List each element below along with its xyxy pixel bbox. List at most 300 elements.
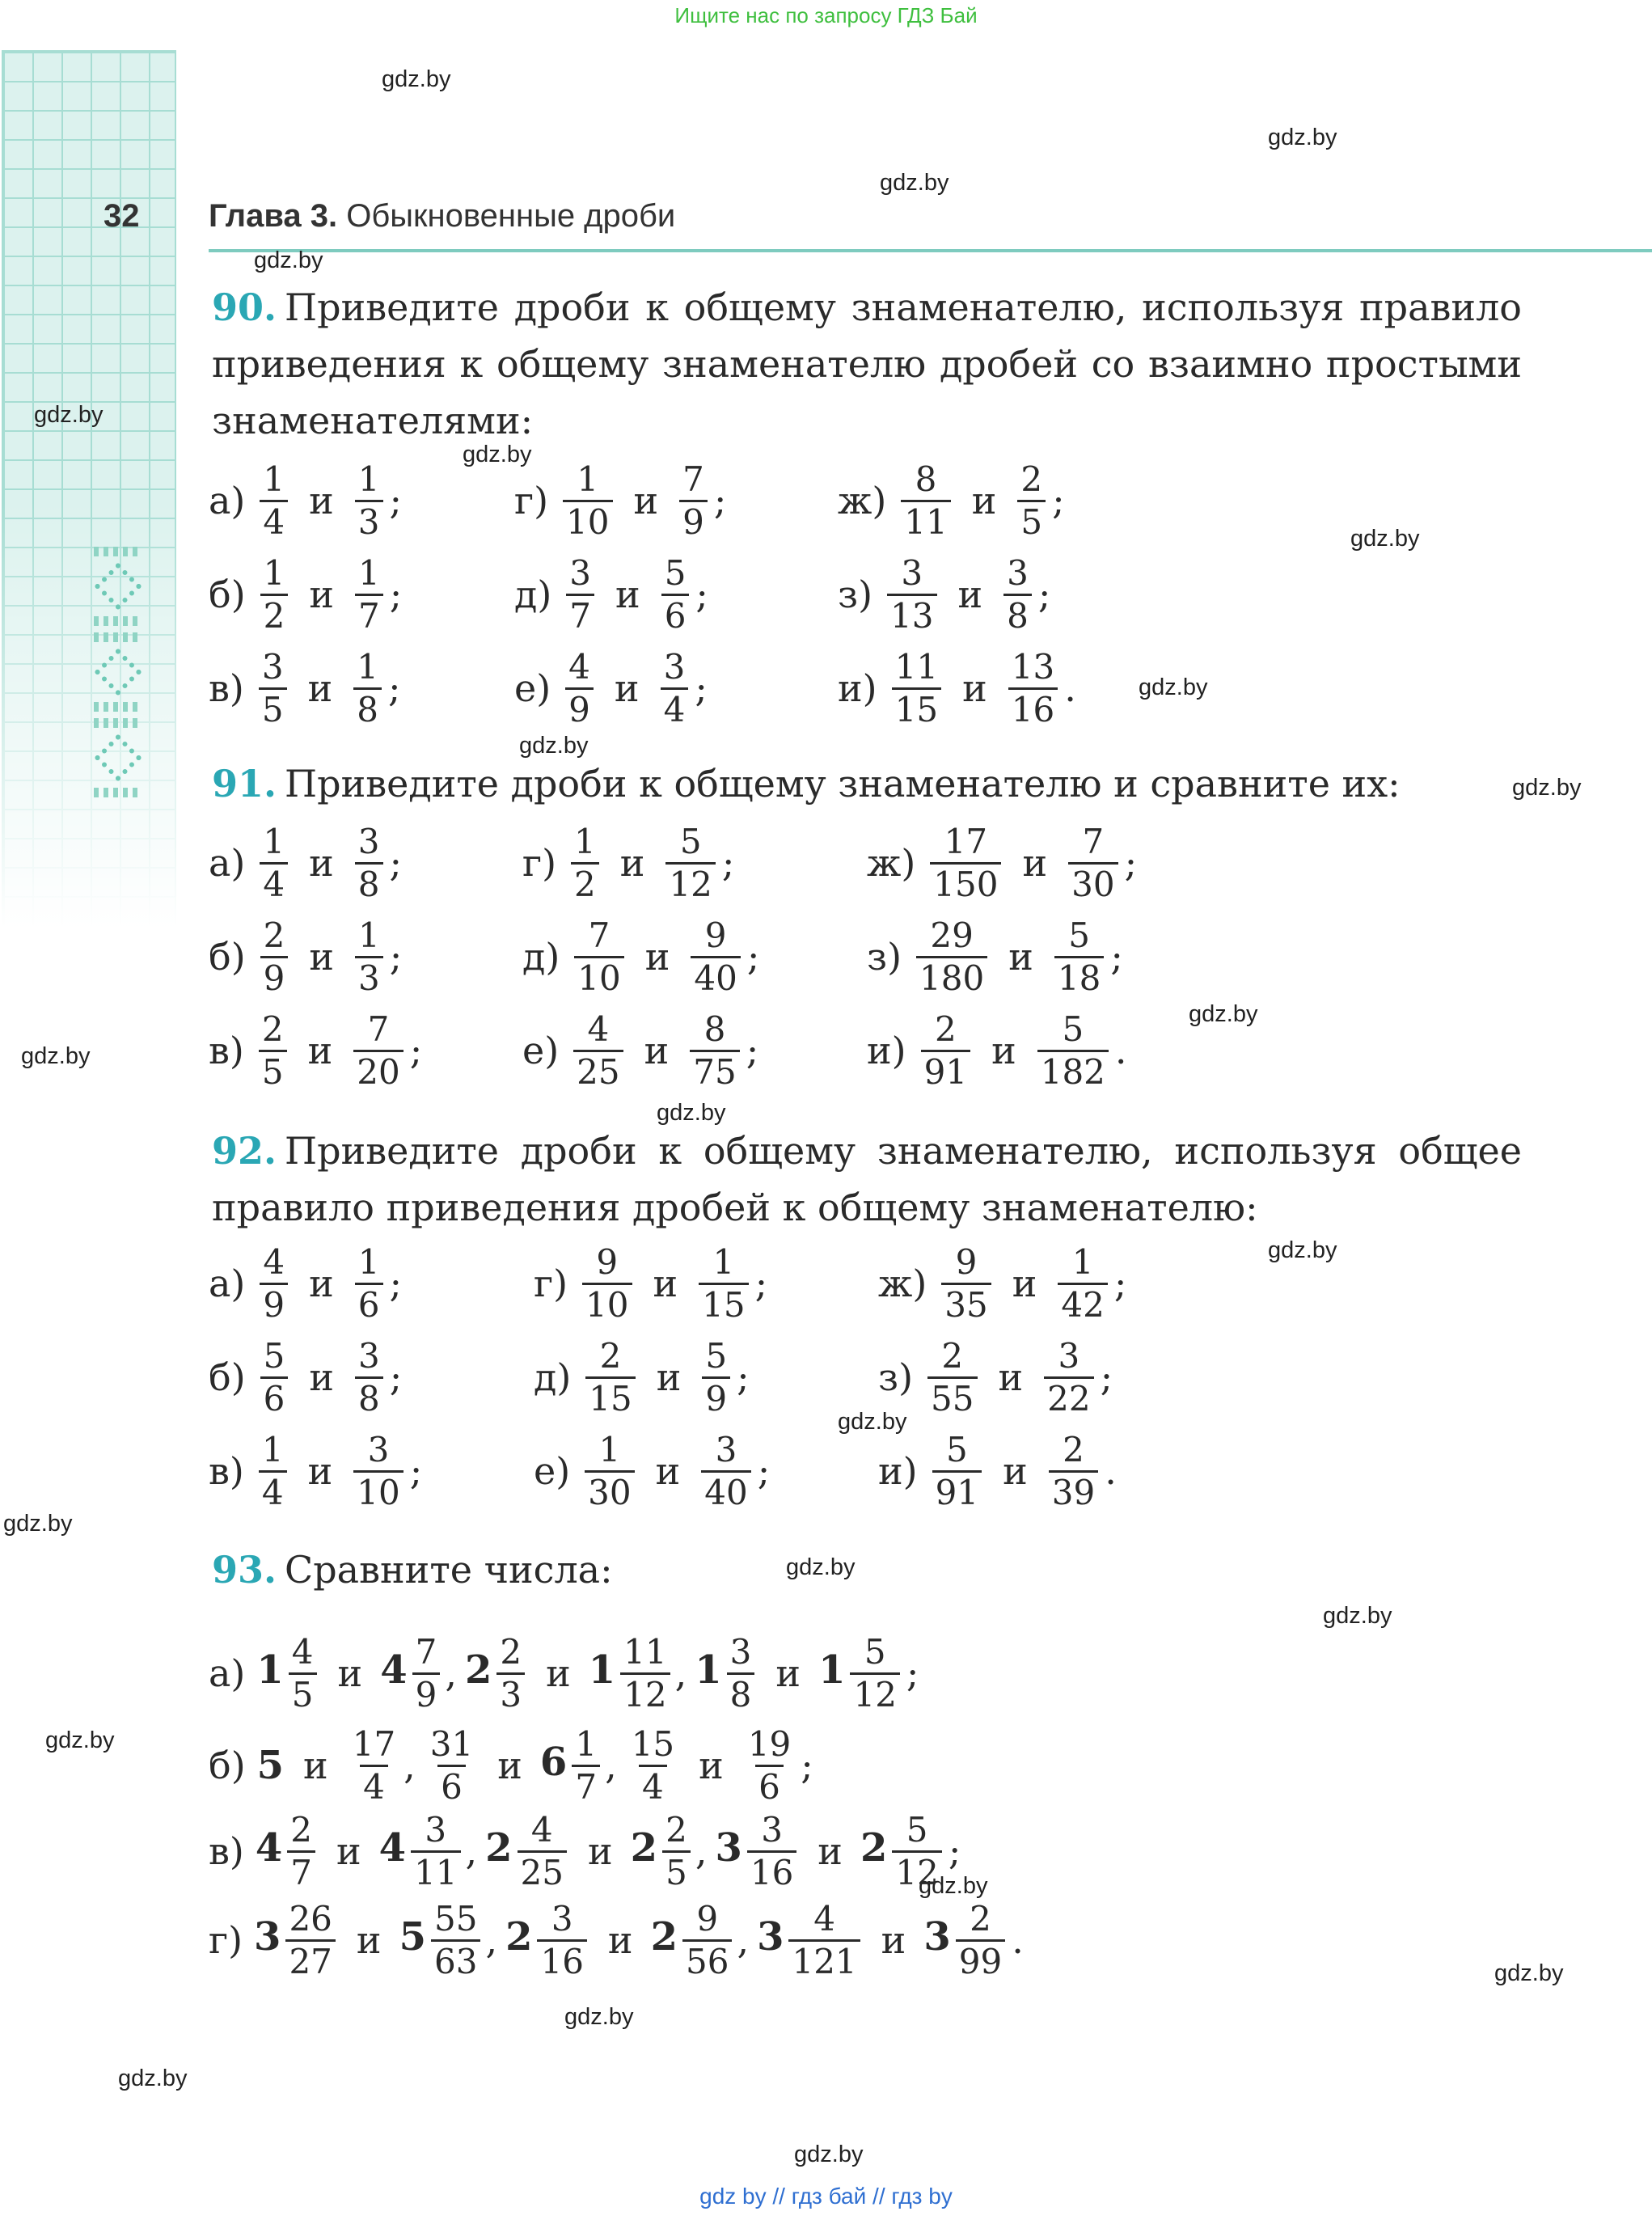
fraction	[932, 1430, 982, 1513]
denominator: 180	[916, 956, 987, 999]
numerator: 3	[358, 1335, 380, 1376]
denominator: 40	[701, 1470, 750, 1513]
denominator: 39	[1049, 1470, 1098, 1513]
whole-part: 5	[256, 1743, 285, 1788]
numerator: 17	[944, 821, 988, 861]
fraction	[1049, 1430, 1098, 1513]
fraction	[412, 1632, 441, 1715]
fraction	[887, 553, 936, 636]
punctuation: ;	[1037, 573, 1051, 616]
item-label: д)	[514, 573, 552, 616]
conjunction: и	[957, 573, 983, 616]
task-number: 90.	[212, 285, 277, 329]
numerator: 5	[906, 1809, 928, 1850]
number	[625, 1724, 681, 1808]
fraction	[582, 1242, 632, 1326]
denominator: 10	[353, 1470, 403, 1513]
punctuation: .	[1105, 1449, 1117, 1493]
chapter-title	[209, 198, 675, 235]
denominator: 16	[1008, 687, 1058, 730]
numerator: 7	[682, 459, 704, 499]
denominator: 6	[755, 1765, 784, 1808]
fraction	[349, 1724, 399, 1808]
fraction	[260, 1242, 288, 1326]
task-number: 91.	[212, 762, 277, 805]
denominator: 5	[259, 1050, 287, 1093]
fraction	[892, 1810, 941, 1893]
punctuation: ;	[721, 841, 735, 885]
exercise-item	[878, 1423, 1117, 1519]
conjunction: и	[699, 1744, 724, 1787]
fraction	[260, 822, 288, 905]
item-label: е)	[534, 1449, 571, 1493]
denominator: 7	[287, 1850, 315, 1893]
denominator: 9	[260, 1283, 288, 1326]
numerator: 2	[1020, 459, 1043, 499]
item-label: б)	[209, 1355, 246, 1399]
denominator: 6	[437, 1765, 466, 1808]
item-label: б)	[209, 935, 246, 979]
task-text: Приведите дроби к общему знаменателю, используя правило приведения к общему знаменателю дробей со взаимно простыми знаменателями:	[212, 285, 1522, 442]
punctuation: ;	[1124, 841, 1138, 885]
exercise-row	[209, 1892, 1024, 1988]
punctuation: ;	[1110, 935, 1123, 979]
comma: ,	[695, 1829, 708, 1873]
task-90-statement	[212, 279, 1522, 449]
whole-part: 3	[715, 1825, 742, 1871]
punctuation: ;	[746, 1029, 759, 1072]
numerator: 1	[358, 552, 380, 593]
number	[923, 1899, 1008, 1982]
exercise-item	[209, 1330, 402, 1425]
watermark: gdz.by	[34, 402, 104, 428]
fraction	[1017, 459, 1046, 543]
numerator: 7	[415, 1631, 437, 1672]
whole-part: 2	[464, 1647, 492, 1693]
watermark: gdz.by	[838, 1409, 907, 1435]
conjunction: и	[644, 935, 670, 979]
numerator: 9	[955, 1241, 978, 1282]
number	[424, 1724, 480, 1808]
conjunction: и	[588, 1829, 613, 1873]
denominator: 25	[518, 1850, 567, 1893]
numerator: 3	[901, 552, 923, 593]
exercise-item	[838, 547, 1050, 642]
number	[399, 1899, 484, 1982]
fraction	[355, 1336, 383, 1419]
fraction	[1003, 553, 1032, 636]
denominator: 16	[537, 1939, 586, 1982]
whole-part: 4	[380, 1647, 408, 1693]
denominator: 2	[571, 862, 599, 905]
item-label: и)	[838, 666, 877, 710]
numerator: 5	[1062, 1008, 1084, 1049]
fraction	[563, 459, 612, 543]
fraction	[1044, 1336, 1093, 1419]
denominator: 12	[665, 862, 715, 905]
denominator: 5	[259, 687, 287, 730]
item-label: ж)	[878, 1262, 927, 1305]
task-text: Приведите дроби к общему знаменателю и сравните их:	[285, 762, 1401, 805]
exercise-item	[867, 1003, 1127, 1098]
denominator: 4	[260, 862, 288, 905]
conjunction: и	[309, 573, 335, 616]
conjunction: и	[1008, 935, 1033, 979]
fraction	[565, 647, 594, 730]
denominator: 55	[927, 1376, 977, 1419]
denominator: 11	[901, 500, 950, 543]
denominator: 42	[1058, 1283, 1107, 1326]
fraction	[745, 1724, 794, 1808]
number	[741, 1724, 797, 1808]
denominator: 4	[639, 1765, 667, 1808]
numerator: 1	[358, 915, 380, 955]
whole-part: 2	[505, 1914, 533, 1960]
fraction	[941, 1242, 991, 1326]
conjunction: и	[309, 841, 334, 885]
denominator: 25	[573, 1050, 623, 1093]
numerator: 1	[263, 459, 285, 499]
denominator: 7	[566, 594, 594, 636]
numerator: 2	[665, 1809, 687, 1850]
numerator: 3	[663, 646, 686, 687]
margin-ornament	[91, 540, 146, 804]
watermark: gdz.by	[463, 442, 532, 467]
whole-part: 3	[254, 1914, 281, 1960]
whole-part: 2	[485, 1825, 513, 1871]
item-label: г)	[534, 1262, 568, 1305]
fraction	[661, 647, 689, 730]
watermark: gdz.by	[118, 2065, 188, 2091]
fraction	[747, 1810, 796, 1893]
task-text: Приведите дроби к общему знаменателю, используя общее правило приведения дробей к общему знаменателю:	[212, 1129, 1522, 1229]
conjunction: и	[998, 1355, 1024, 1399]
item-label: е)	[514, 666, 551, 710]
conjunction: и	[307, 1449, 333, 1493]
denominator: 35	[941, 1283, 991, 1326]
fraction	[620, 1632, 670, 1715]
item-label: в)	[209, 666, 244, 710]
denominator: 4	[360, 1765, 388, 1808]
fraction	[691, 915, 740, 999]
fraction	[956, 1899, 1005, 1982]
number	[257, 1743, 285, 1788]
watermark: gdz.by	[880, 170, 949, 196]
numerator: 3	[715, 1429, 737, 1469]
denominator: 8	[1003, 594, 1032, 636]
whole-part: 2	[630, 1825, 658, 1871]
punctuation: ;	[754, 1262, 768, 1305]
task-92-statement	[212, 1123, 1522, 1236]
number	[540, 1724, 603, 1808]
ornament-stripe	[94, 718, 142, 728]
whole-part: 4	[255, 1825, 283, 1871]
fraction	[285, 1899, 335, 1982]
number	[757, 1899, 864, 1982]
conjunction: и	[497, 1744, 522, 1787]
watermark: gdz.by	[1512, 775, 1582, 801]
whole-part: 4	[378, 1825, 407, 1871]
watermark: gdz.by	[254, 247, 323, 273]
watermark: gdz.by	[794, 2142, 864, 2167]
whole-part: 1	[588, 1647, 616, 1693]
denominator: 182	[1037, 1050, 1109, 1093]
numerator: 3	[551, 1898, 573, 1939]
fraction	[702, 1336, 730, 1419]
punctuation: ;	[1100, 1355, 1113, 1399]
fraction	[353, 647, 382, 730]
numerator: 2	[934, 1008, 957, 1049]
exercise-row	[209, 1718, 813, 1813]
denominator: 9	[702, 1376, 730, 1419]
numerator: 5	[945, 1429, 968, 1469]
comma: ,	[403, 1744, 416, 1787]
punctuation: ;	[389, 841, 403, 885]
watermark: gdz.by	[657, 1100, 726, 1126]
footer-link[interactable]: gdz by // гдз бай // гдз by	[699, 2184, 953, 2209]
denominator: 6	[355, 1283, 383, 1326]
item-label: д)	[522, 935, 560, 979]
punctuation: ;	[389, 479, 403, 522]
denominator: 7	[572, 1765, 600, 1808]
conjunction: и	[655, 1449, 681, 1493]
comma: ,	[465, 1829, 478, 1873]
punctuation: .	[1012, 1918, 1024, 1962]
denominator: 8	[353, 687, 382, 730]
watermark: gdz.by	[1268, 125, 1337, 150]
number	[651, 1899, 736, 1982]
ornament-diamond	[94, 648, 142, 696]
fraction	[355, 553, 383, 636]
punctuation: ;	[737, 1355, 750, 1399]
conjunction: и	[656, 1355, 682, 1399]
denominator: 27	[285, 1939, 335, 1982]
fraction	[260, 915, 289, 999]
numerator: 8	[915, 459, 937, 499]
numerator: 9	[696, 1898, 719, 1939]
exercise-item	[209, 815, 402, 911]
numerator: 4	[813, 1898, 835, 1939]
number	[379, 1810, 464, 1893]
exercise-item	[534, 1330, 750, 1425]
comma: ,	[445, 1651, 457, 1695]
denominator: 5	[289, 1672, 317, 1715]
fraction	[353, 1009, 403, 1093]
numerator: 9	[704, 915, 727, 955]
fraction	[572, 1724, 600, 1808]
punctuation: ;	[389, 1262, 403, 1305]
exercise-item	[838, 641, 1076, 736]
whole-part: 5	[399, 1914, 426, 1960]
denominator: 5	[1017, 500, 1046, 543]
numerator: 1	[598, 1429, 621, 1469]
fraction	[788, 1899, 860, 1982]
punctuation: ;	[1113, 1262, 1127, 1305]
chapter-prefix: Глава 3.	[209, 198, 338, 234]
denominator: 16	[747, 1850, 796, 1893]
fraction	[355, 822, 383, 905]
fraction	[930, 822, 1001, 905]
denominator: 2	[260, 594, 289, 636]
whole-part: 3	[923, 1914, 951, 1960]
exercise-item	[209, 1236, 402, 1331]
fraction	[727, 1632, 755, 1715]
denominator: 22	[1044, 1376, 1093, 1419]
numerator: 7	[1082, 821, 1105, 861]
item-label: в)	[209, 1829, 244, 1873]
exercise-item	[838, 453, 1065, 548]
chapter-name: Обыкновенные дроби	[337, 198, 676, 234]
fraction	[1058, 1242, 1107, 1326]
numerator: 3	[761, 1809, 783, 1850]
number	[380, 1632, 443, 1715]
numerator: 1	[357, 1241, 380, 1282]
fraction	[260, 1336, 289, 1419]
punctuation: ;	[389, 1355, 403, 1399]
denominator: 8	[727, 1672, 755, 1715]
fraction	[355, 1242, 383, 1326]
conjunction: и	[619, 841, 645, 885]
watermark: gdz.by	[21, 1043, 91, 1069]
numerator: 1	[261, 1429, 284, 1469]
fraction	[427, 1724, 476, 1808]
fraction	[665, 822, 715, 905]
numerator: 4	[291, 1631, 314, 1672]
numerator: 7	[588, 915, 611, 955]
conjunction: и	[1012, 1262, 1037, 1305]
numerator: 1	[357, 459, 380, 499]
denominator: 13	[887, 594, 936, 636]
denominator: 4	[260, 500, 288, 543]
whole-part: 2	[860, 1825, 888, 1871]
numerator: 5	[679, 821, 702, 861]
punctuation: ;	[801, 1744, 813, 1787]
number	[256, 1632, 319, 1715]
numerator: 3	[357, 821, 380, 861]
conjunction: и	[309, 935, 335, 979]
punctuation: ;	[387, 666, 401, 710]
ornament-diamond	[94, 562, 142, 610]
item-label: б)	[209, 573, 246, 616]
numerator: 4	[263, 1241, 285, 1282]
numerator: 1	[357, 646, 378, 687]
denominator: 11	[411, 1850, 460, 1893]
watermark: gdz.by	[1268, 1237, 1337, 1263]
fraction	[574, 915, 623, 999]
number	[631, 1810, 694, 1893]
watermark: gdz.by	[3, 1511, 73, 1537]
denominator: 9	[679, 500, 708, 543]
ornament-stripe	[94, 702, 142, 712]
denominator: 75	[690, 1050, 739, 1093]
conjunction: и	[336, 1829, 361, 1873]
denominator: 10	[563, 500, 612, 543]
denominator: 20	[353, 1050, 403, 1093]
exercise-item	[878, 1330, 1113, 1425]
numerator: 2	[941, 1335, 964, 1376]
task-93-statement	[212, 1541, 1522, 1598]
denominator: 30	[1068, 862, 1118, 905]
conjunction: и	[307, 1029, 333, 1072]
numerator: 26	[289, 1898, 332, 1939]
conjunction: и	[303, 1744, 328, 1787]
numerator: 4	[568, 646, 590, 687]
item-label: и)	[867, 1029, 906, 1072]
fraction	[901, 459, 950, 543]
conjunction: и	[991, 1029, 1016, 1072]
conjunction: и	[962, 666, 987, 710]
fraction	[916, 915, 987, 999]
numerator: 2	[263, 915, 285, 955]
fraction	[701, 1430, 750, 1513]
item-label: а)	[209, 1651, 246, 1695]
top-banner[interactable]: Ищите нас по запросу ГДЗ Бай	[674, 3, 978, 27]
exercise-item	[209, 453, 402, 548]
header-divider	[209, 249, 1652, 252]
fraction	[927, 1336, 977, 1419]
numerator: 13	[1011, 646, 1055, 687]
punctuation: ;	[389, 573, 403, 616]
item-label: г)	[522, 841, 557, 885]
fraction	[921, 1009, 970, 1093]
exercise-item	[209, 1423, 422, 1519]
denominator: 9	[412, 1672, 441, 1715]
exercise-item	[209, 641, 400, 736]
watermark: gdz.by	[919, 1873, 988, 1899]
exercise-item	[878, 1236, 1126, 1331]
ornament-stripe	[94, 788, 142, 797]
numerator: 55	[433, 1898, 478, 1939]
numerator: 3	[261, 646, 284, 687]
punctuation: ;	[695, 666, 708, 710]
numerator: 1	[712, 1241, 735, 1282]
item-label: д)	[534, 1355, 572, 1399]
denominator: 15	[892, 687, 941, 730]
watermark: gdz.by	[382, 66, 451, 92]
numerator: 1	[577, 459, 599, 499]
fraction	[260, 553, 289, 636]
numerator: 4	[530, 1809, 553, 1850]
task-number: 92.	[212, 1129, 277, 1173]
numerator: 17	[352, 1723, 396, 1764]
exercise-item	[514, 453, 726, 548]
watermark: gdz.by	[1350, 526, 1420, 552]
punctuation: .	[1064, 666, 1076, 710]
task-text: Сравните числа:	[285, 1548, 613, 1592]
conjunction: и	[644, 1029, 670, 1072]
fraction	[679, 459, 708, 543]
item-label: в)	[209, 1449, 244, 1493]
exercise-item	[209, 909, 402, 1004]
fraction	[662, 1810, 691, 1893]
item-label: и)	[878, 1449, 918, 1493]
numerator: 2	[500, 1631, 522, 1672]
denominator: 12	[620, 1672, 670, 1715]
exercise-item	[534, 1423, 770, 1519]
numerator: 11	[623, 1631, 667, 1672]
watermark: gdz.by	[564, 2004, 634, 2030]
number	[818, 1632, 903, 1715]
denominator: 6	[661, 594, 690, 636]
numerator: 19	[747, 1723, 792, 1764]
denominator: 56	[682, 1939, 732, 1982]
fraction	[573, 1009, 623, 1093]
fraction	[496, 1632, 525, 1715]
ornament-stripe	[94, 616, 142, 626]
numerator: 3	[367, 1429, 390, 1469]
number	[505, 1899, 590, 1982]
numerator: 3	[1007, 552, 1029, 593]
